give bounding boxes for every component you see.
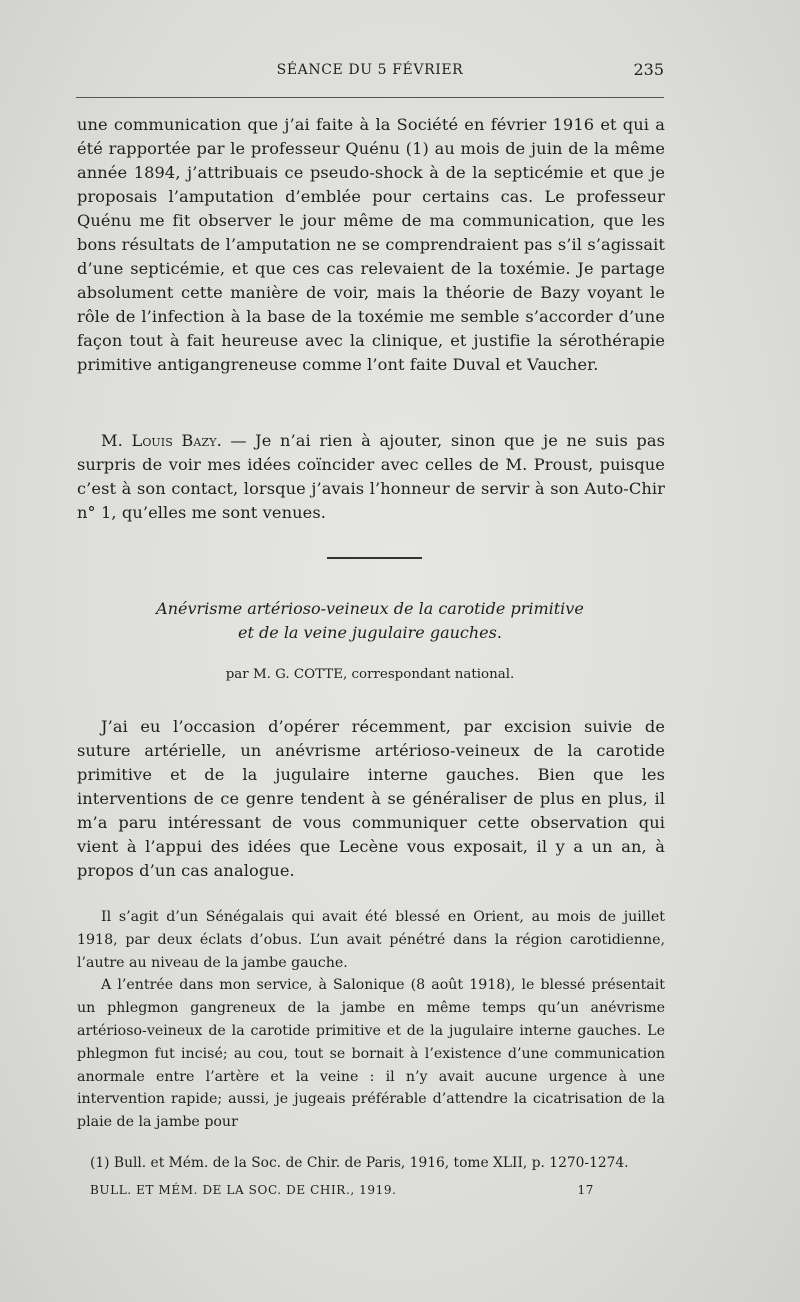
observation-paragraph-1: Il s’agit d’un Sénégalais qui avait été blessé en Orient, au mois de juillet 1918, par deux éclats d’obus. L’un avait pénétré dans la région carotidienne, l’autre au niveau de la jambe gauche. bbox=[77, 909, 665, 971]
article-intro bbox=[77, 715, 665, 883]
signature-mark: 17 bbox=[577, 1183, 594, 1197]
intro-text: J’ai eu l’occasion d’opérer récemment, par excision suivie de suture artérielle, un anévrisme artérioso-veineux de la carotide primitive et de la jugulaire interne gauches. Bien que les interventions de ce genre tendent à se généraliser de plus en plus, il m’a paru intéressant de vous communiquer cette observation qui vient à l’appui des idées que Lecène vous exposait, il y a un an, à propos d’un cas analogue. bbox=[77, 717, 665, 880]
journal-reference: BULL. ET MÉM. DE LA SOC. DE CHIR., 1919. bbox=[90, 1183, 397, 1197]
observation bbox=[77, 906, 665, 1134]
article-title-line2: et de la veine jugulaire gauches. bbox=[238, 623, 502, 642]
footnote: (1) Bull. et Mém. de la Soc. de Chir. de Paris, 1916, tome XLII, p. 1270-1274. bbox=[90, 1155, 629, 1171]
running-header bbox=[76, 58, 664, 84]
section-separator bbox=[327, 557, 422, 559]
observation-paragraph-2: A l’entrée dans mon service, à Salonique (8 août 1918), le blessé présentait un phlegmon gangreneux de la jambe en même temps qu’un anévrisme artérioso-veineux de la carotide primitive et de la jugulaire interne gauches. Le phlegmon fut incisé; au cou, tout se bornait à l’existence d’une communication anormale entre l’artère et la veine : il n’y avait aucune urgence à une intervention rapide; aussi, je jugeais préférable d’attendre la cicatrisation de la plaie de la jambe pour bbox=[77, 977, 665, 1131]
reply-text: — Je n’ai rien à ajouter, sinon que je ne suis pas surpris de voir mes idées coïncider avec celles de M. Proust, puisque c’est à son contact, lorsque j’avais l’honneur de servir à son Auto-Chir n° 1, qu’elles me sont venues. bbox=[77, 431, 666, 522]
page-footer bbox=[90, 1183, 664, 1201]
header-rule bbox=[76, 97, 664, 98]
article-byline: par M. G. COTTE, correspondant national. bbox=[225, 667, 515, 682]
article-title-line1: Anévrisme artérioso-veineux de la carotide primitive bbox=[156, 599, 584, 618]
header-title: SÉANCE DU 5 FÉVRIER bbox=[276, 62, 464, 78]
paragraph-text: une communication que j’ai faite à la Société en février 1916 et qui a été rapportée par le professeur Quénu (1) au mois de juin de la même année 1894, j’attribuais ce pseudo-shock à de la septicémie et que je proposais l’amputation d’emblée pour certains cas. Le professeur Quénu me fit observer le jour même de ma communication, que les bons résultats de l’amputation ne se comprendraient pas s’il s’agissait d’une septicémie, et que ces cas relevaient de la toxémie. Je partage absolument cette manière de voir, mais la théorie de Bazy voyant le rôle de l’infection à la base de la toxémie me semble s’accorder d’une façon tout à fait heureuse avec la clinique, et justifie la sérothérapie primitive antigangreneuse comme l’ont faite Duval et Vaucher. bbox=[77, 115, 665, 374]
reply-paragraph bbox=[77, 429, 665, 525]
continued-paragraph bbox=[77, 113, 665, 377]
page-number: 235 bbox=[633, 60, 664, 79]
speaker-name: Louis Bazy. bbox=[131, 431, 222, 450]
article-title bbox=[76, 597, 664, 645]
reply-prefix: M. bbox=[101, 431, 123, 450]
